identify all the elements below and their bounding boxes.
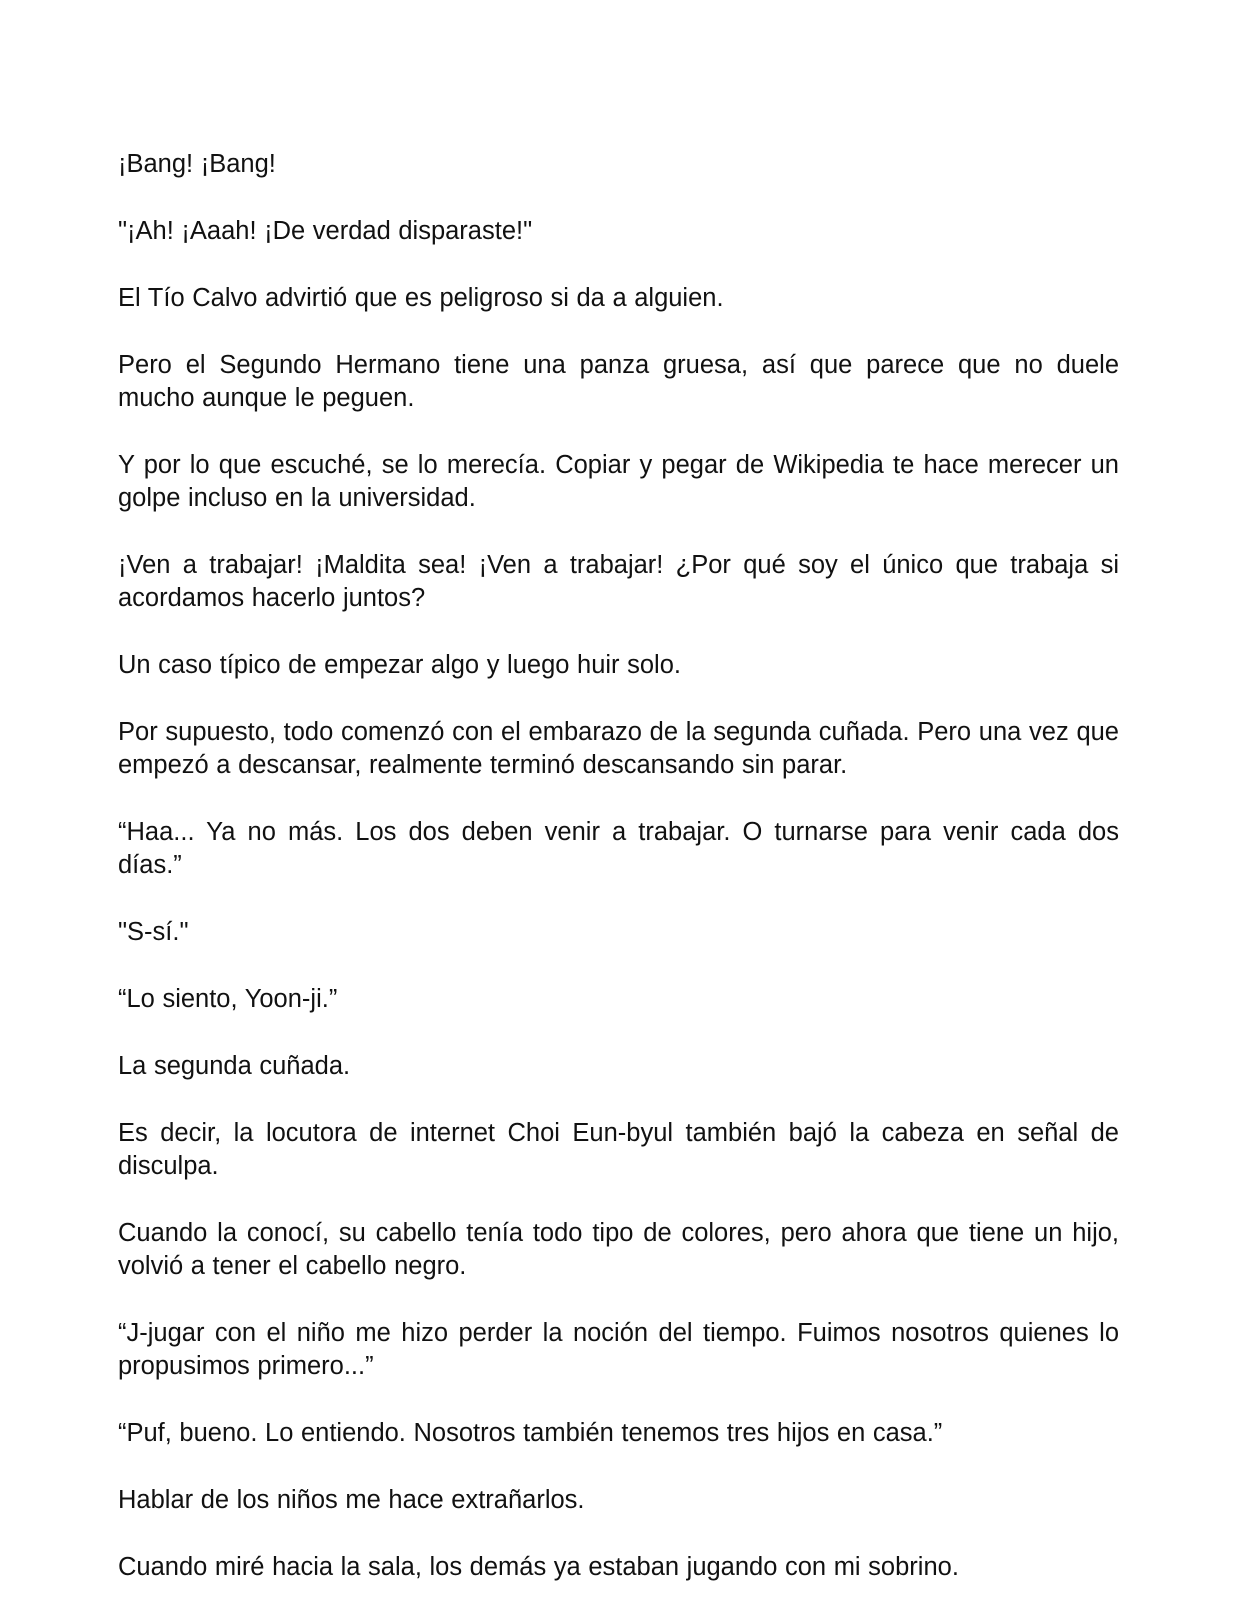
paragraph-locutora: Es decir, la locutora de internet Choi Eun-byul también bajó la cabeza en señal de disculpa. (118, 1119, 1119, 1180)
paragraph-dialogue-haa: “Haa... Ya no más. Los dos deben venir a trabajar. O turnarse para venir cada dos días.” (118, 818, 1119, 879)
paragraph-tio-calvo: El Tío Calvo advirtió que es peligroso si da a alguien. (118, 284, 724, 312)
paragraph-dialogue-jugar: “J-jugar con el niño me hizo perder la noción del tiempo. Fuimos nosotros quienes lo propusimos primero...” (118, 1319, 1119, 1380)
paragraph-bang: ¡Bang! ¡Bang! (118, 150, 276, 178)
paragraph-dialogue-disparaste: "¡Ah! ¡Aaah! ¡De verdad disparaste!" (118, 217, 533, 245)
paragraph-wikipedia: Y por lo que escuché, se lo merecía. Copiar y pegar de Wikipedia te hace merecer un golpe incluso en la universidad. (118, 451, 1119, 512)
paragraph-ven-a-trabajar: ¡Ven a trabajar! ¡Maldita sea! ¡Ven a trabajar! ¿Por qué soy el único que trabaja si acordamos hacerlo juntos? (118, 551, 1119, 612)
paragraph-cabello: Cuando la conocí, su cabello tenía todo tipo de colores, pero ahora que tiene un hijo, volvió a tener el cabello negro. (118, 1219, 1119, 1280)
paragraph-sala: Cuando miré hacia la sala, los demás ya estaban jugando con mi sobrino. (118, 1553, 959, 1581)
paragraph-dialogue-si: "S-sí." (118, 918, 189, 946)
paragraph-segundo-hermano: Pero el Segundo Hermano tiene una panza gruesa, así que parece que no duele mucho aunque le peguen. (118, 351, 1119, 412)
paragraph-extranarlos: Hablar de los niños me hace extrañarlos. (118, 1486, 585, 1514)
paragraph-embarazo: Por supuesto, todo comenzó con el embarazo de la segunda cuñada. Pero una vez que empezó a descansar, realmente terminó descansando sin parar. (118, 718, 1119, 779)
paragraph-caso-tipico: Un caso típico de empezar algo y luego huir solo. (118, 651, 681, 679)
paragraph-dialogue-puf: “Puf, bueno. Lo entiendo. Nosotros también tenemos tres hijos en casa.” (118, 1419, 943, 1447)
text-body (118, 148, 1119, 1584)
paragraph-dialogue-lo-siento: “Lo siento, Yoon-ji.” (118, 985, 338, 1013)
paragraph-segunda-cunada: La segunda cuñada. (118, 1052, 351, 1080)
